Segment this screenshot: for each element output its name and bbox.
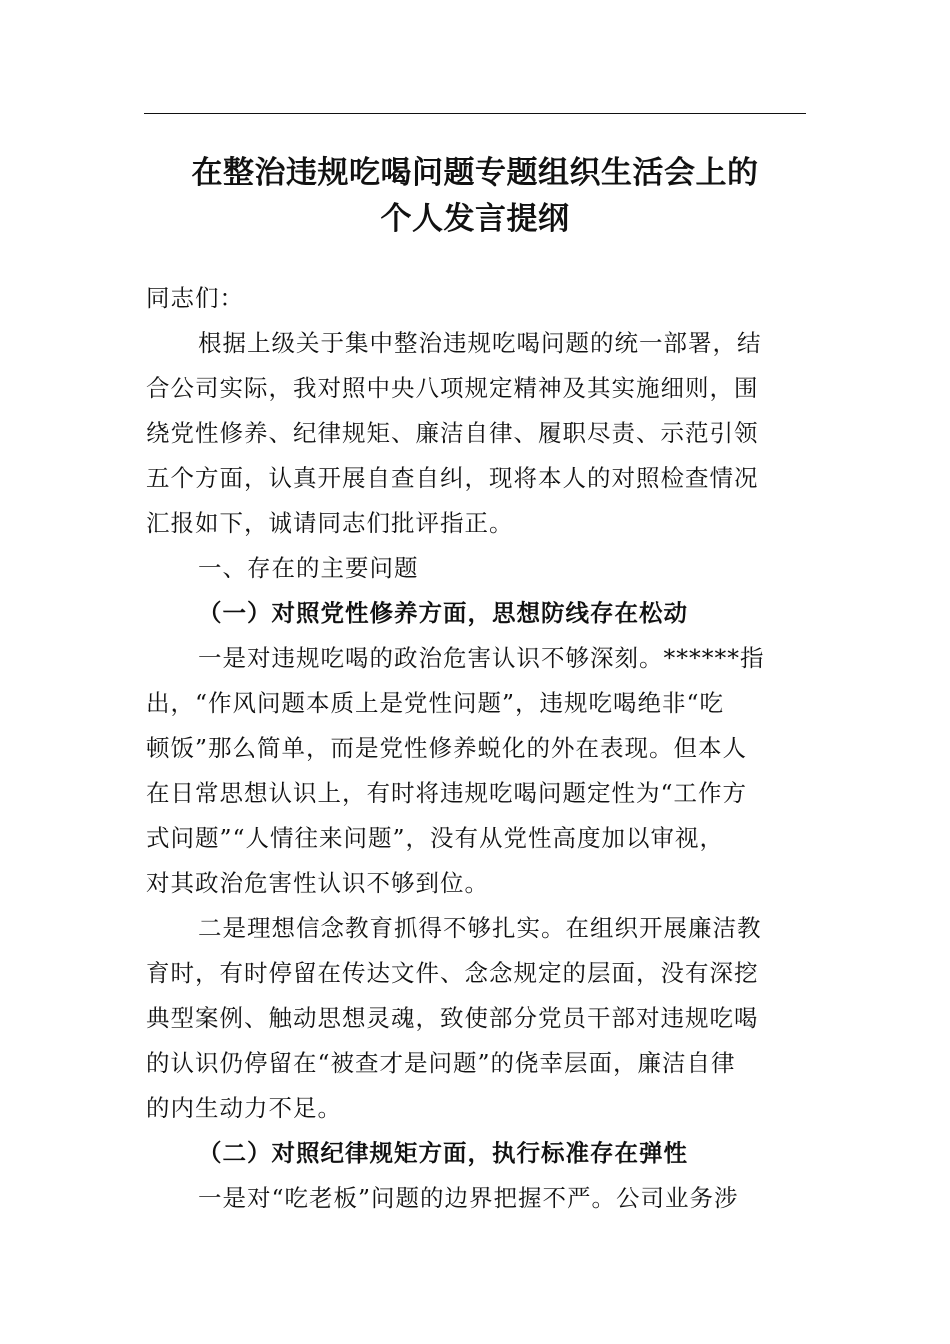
subsection-heading-text: （二）对照纪律规矩方面，执行标准存在弹性 bbox=[198, 1139, 688, 1167]
paragraph-line: 出，“作风问题本质上是党性问题”，违规吃喝绝非“吃 bbox=[146, 689, 725, 717]
subsection-heading-text: （一）对照党性修养方面，思想防线存在松动 bbox=[198, 599, 688, 627]
intro-line: 根据上级关于集中整治违规吃喝问题的统一部署，结 bbox=[198, 329, 762, 357]
paragraph-line: 在日常思想认识上，有时将违规吃喝问题定性为“工作方 bbox=[146, 779, 748, 807]
paragraph-line: 顿饭”那么简单，而是党性修养蜕化的外在表现。但本人 bbox=[146, 734, 748, 762]
paragraph-line: 一是对“吃老板”问题的边界把握不严。公司业务涉 bbox=[198, 1184, 739, 1212]
section-heading-text: 一、存在的主要问题 bbox=[198, 554, 419, 582]
title-line-1: 在整治违规吃喝问题专题组织生活会上的 bbox=[191, 155, 759, 191]
paragraph bbox=[146, 1176, 804, 1221]
paragraph-line: 的内生动力不足。 bbox=[146, 1094, 342, 1122]
paragraph-line: 的认识仍停留在“被查才是问题”的侥幸层面，廉洁自律 bbox=[146, 1049, 736, 1077]
paragraph-line: 典型案例、触动思想灵魂，致使部分党员干部对违规吃喝 bbox=[146, 1004, 759, 1032]
subsection-heading bbox=[146, 591, 804, 636]
section-heading bbox=[146, 546, 804, 591]
paragraph-line: 二是理想信念教育抓得不够扎实。在组织开展廉洁教 bbox=[198, 914, 762, 942]
paragraph-line: 育时，有时停留在传达文件、念念规定的层面，没有深挖 bbox=[146, 959, 759, 987]
subsection-heading bbox=[146, 1131, 804, 1176]
intro-line: 汇报如下，诚请同志们批评指正。 bbox=[146, 509, 514, 537]
paragraph bbox=[146, 636, 804, 906]
paragraph bbox=[146, 906, 804, 1131]
intro-paragraph bbox=[146, 321, 804, 546]
salutation bbox=[146, 276, 804, 321]
intro-line: 合公司实际，我对照中央八项规定精神及其实施细则，围 bbox=[146, 374, 759, 402]
title-line-2: 个人发言提纲 bbox=[380, 201, 570, 237]
intro-line: 五个方面，认真开展自查自纠，现将本人的对照检查情况 bbox=[146, 464, 759, 492]
header-rule bbox=[144, 113, 806, 114]
intro-line: 绕党性修养、纪律规矩、廉洁自律、履职尽责、示范引领 bbox=[146, 419, 759, 447]
paragraph-line: 式问题”“人情往来问题”，没有从党性高度加以审视， bbox=[146, 824, 725, 852]
paragraph-line: 对其政治危害性认识不够到位。 bbox=[146, 869, 489, 897]
document-title bbox=[144, 150, 806, 242]
paragraph-line: 一是对违规吃喝的政治危害认识不够深刻。******指 bbox=[198, 644, 765, 672]
salutation-text: 同志们： bbox=[146, 284, 244, 312]
